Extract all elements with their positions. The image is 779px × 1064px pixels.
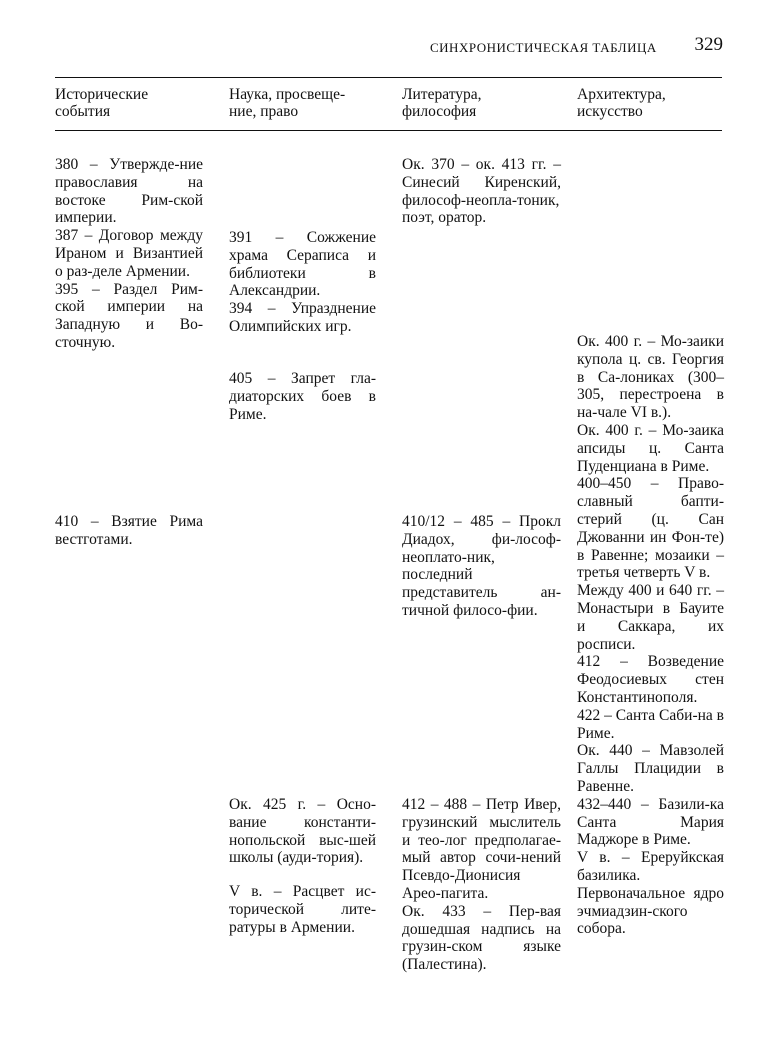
science-entries-group-1 [229, 229, 376, 336]
page-number: 329 [694, 34, 723, 55]
science-entries-group-3 [229, 796, 376, 937]
history-entry: 387 – Договор между Ираном и Византией о раз-деле Армении. [55, 227, 203, 280]
science-entry: 391 – Сожжение храма Сераписа и библиотеки в Александрии. [229, 229, 376, 300]
science-entry: 394 – Упразднение Олимпийских игр. [229, 300, 376, 335]
architecture-entry: Ок. 400 г. – Мо-заики купола ц. св. Георгия в Са-лониках (300–305, перестроена в на-чале VI в.). [577, 333, 724, 422]
architecture-entry: 422 – Санта Саби-на в Риме. [577, 706, 724, 742]
architecture-entry: Ок. 440 – Мавзолей Галлы Плацидии в Равенне. [577, 742, 724, 795]
architecture-entry: 432–440 – Базили-ка Санта Мария Маджоре в Риме. [577, 795, 724, 849]
running-head [430, 34, 723, 58]
table-header-rule [55, 130, 722, 131]
science-entry: Ок. 425 г. – Осно-вание константи-нопольской выс-шей школы (ауди-тория). [229, 796, 376, 867]
literature-entry: Ок. 433 – Пер-вая дошедшая надпись на грузин-ском языке (Палестина). [402, 902, 561, 974]
literature-entries-group-2 [402, 513, 561, 620]
architecture-entry: Между 400 и 640 гг. – Монастыри в Бауите и Саккара, их росписи. [577, 582, 724, 653]
column-header-history: Исторические события [55, 86, 149, 120]
table-top-rule [55, 77, 722, 78]
literature-entry: 410/12 – 485 – Прокл Диадох, фи-лософ-неоплато-ник, последний представитель ан-тичной филосо-фии. [402, 513, 561, 619]
architecture-entry: Ок. 400 г. – Мо-заика апсиды ц. Санта Пуденциана в Риме. [577, 421, 724, 475]
science-entry: V в. – Расцвет ис-торической лите-ратуры в Армении. [229, 883, 376, 936]
history-entries-group-1 [55, 156, 203, 352]
column-header-science: Наука, просвеще- ние, право [229, 86, 346, 120]
science-entry: 405 – Запрет гла-диаторских боев в Риме. [229, 370, 376, 423]
column-header-architecture: Архитектура, искусство [577, 86, 666, 120]
history-entry: 380 – Утвержде-ние православия на востоке Рим-ской империи. [55, 156, 203, 227]
literature-entries-group-1 [402, 156, 561, 227]
literature-entry: Ок. 370 – ок. 413 гг. – Синесий Киренский, философ-неопла-тоник, поэт, оратор. [402, 156, 561, 227]
literature-entries-group-3 [402, 796, 561, 974]
literature-entry: 412 – 488 – Петр Ивер, грузинский мыслитель и тео-лог предполагае-мый автор сочи-нений Псевдо-Дионисия Арео-пагита. [402, 796, 561, 902]
architecture-entry: 400–450 – Право-славный бапти-стерий (ц. Сан Джованни ин Фон-те) в Равенне; мозаики – третья четверть V в. [577, 475, 724, 582]
architecture-entry: V в. – Ереруйкская базилика. Первоначальное ядро эчмиадзин-ского собора. [577, 849, 724, 938]
architecture-entries [577, 333, 724, 938]
history-entry: 410 – Взятие Рима вестготами. [55, 513, 203, 548]
history-entries-group-2 [55, 513, 203, 549]
column-header-literature: Литература, философия [402, 86, 482, 120]
architecture-entry: 412 – Возведение Феодосиевых стен Константинополя. [577, 653, 724, 706]
science-entries-group-2 [229, 370, 376, 423]
history-entry: 395 – Раздел Рим-ской империи на Западную и Во-сточную. [55, 280, 203, 351]
running-title: СИНХРОНИСТИЧЕСКАЯ ТАБЛИЦА [430, 40, 657, 55]
